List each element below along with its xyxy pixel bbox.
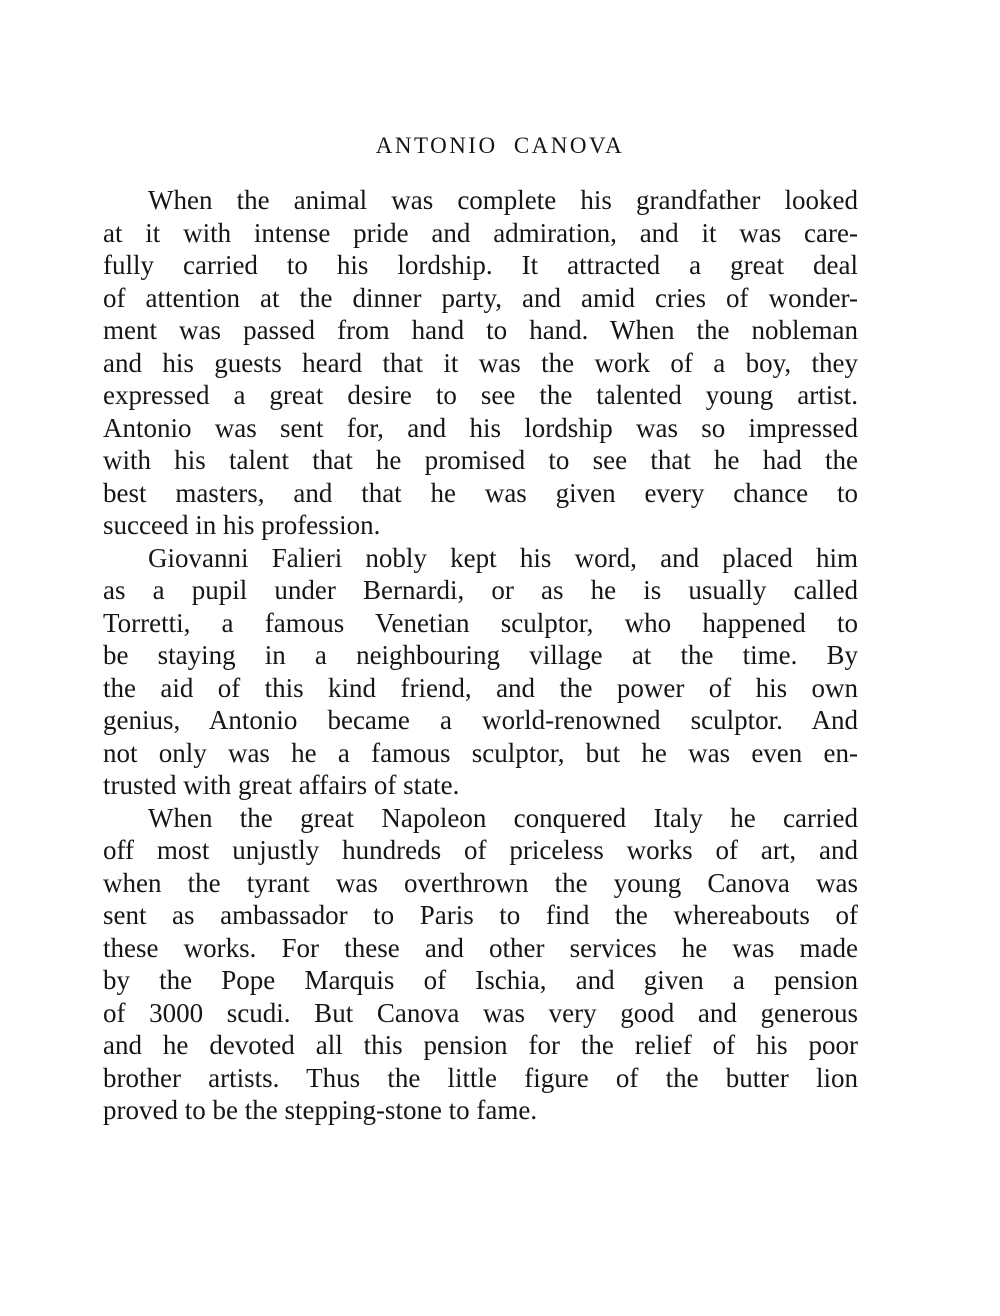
text-line: trusted with great affairs of state. bbox=[103, 770, 460, 800]
text-line: When the animal was complete his grandfather looked bbox=[148, 185, 858, 215]
text-line: genius, Antonio became a world-renowned sculptor. And bbox=[103, 705, 858, 735]
text-line: when the tyrant was overthrown the young Canova was bbox=[103, 867, 858, 898]
text-line: sent as ambassador to Paris to find the whereabouts of bbox=[103, 900, 858, 930]
text-line: be staying in a neighbouring village at the time. By bbox=[103, 640, 858, 670]
page-body bbox=[103, 184, 858, 1127]
text-line: expressed a great desire to see the talented young artist. bbox=[103, 380, 858, 410]
text-line: Torretti, a famous Venetian sculptor, who happened to bbox=[103, 607, 858, 638]
text-line: proved to be the stepping-stone to fame. bbox=[103, 1095, 538, 1125]
text-line: and his guests heard that it was the work of a boy, they bbox=[103, 347, 858, 378]
text-line: not only was he a famous sculptor, but he was even en- bbox=[103, 737, 858, 768]
text-line: brother artists. Thus the little figure of the butter lion bbox=[103, 1062, 858, 1093]
text-line: the aid of this kind friend, and the power of his own bbox=[103, 672, 858, 703]
text-line: off most unjustly hundreds of priceless works of art, and bbox=[103, 835, 858, 865]
text-line: with his talent that he promised to see that he had the bbox=[103, 445, 858, 475]
text-line: best masters, and that he was given every chance to bbox=[103, 477, 858, 508]
text-line: as a pupil under Bernardi, or as he is usually called bbox=[103, 575, 858, 605]
text-line: of 3000 scudi. But Canova was very good and generous bbox=[103, 997, 858, 1028]
text-line: by the Pope Marquis of Ischia, and given a pension bbox=[103, 965, 858, 995]
paragraph bbox=[103, 542, 858, 802]
text-line: and he devoted all this pension for the relief of his poor bbox=[103, 1030, 858, 1060]
text-line: at it with intense pride and admiration, and it was care- bbox=[103, 217, 858, 248]
paragraph bbox=[103, 184, 858, 542]
text-line: When the great Napoleon conquered Italy he carried bbox=[148, 802, 858, 833]
text-line: of attention at the dinner party, and amid cries of wonder- bbox=[103, 282, 858, 313]
text-line: succeed in his profession. bbox=[103, 510, 381, 540]
text-line: fully carried to his lordship. It attracted a great deal bbox=[103, 250, 858, 280]
page-title: ANTONIO CANOVA bbox=[375, 133, 625, 158]
paragraph bbox=[103, 802, 858, 1127]
text-line: these works. For these and other services he was made bbox=[103, 932, 858, 963]
text-line: Giovanni Falieri nobly kept his word, and placed him bbox=[148, 542, 858, 573]
text-line: Antonio was sent for, and his lordship was so impressed bbox=[103, 412, 858, 443]
text-line: ment was passed from hand to hand. When the nobleman bbox=[103, 315, 858, 345]
